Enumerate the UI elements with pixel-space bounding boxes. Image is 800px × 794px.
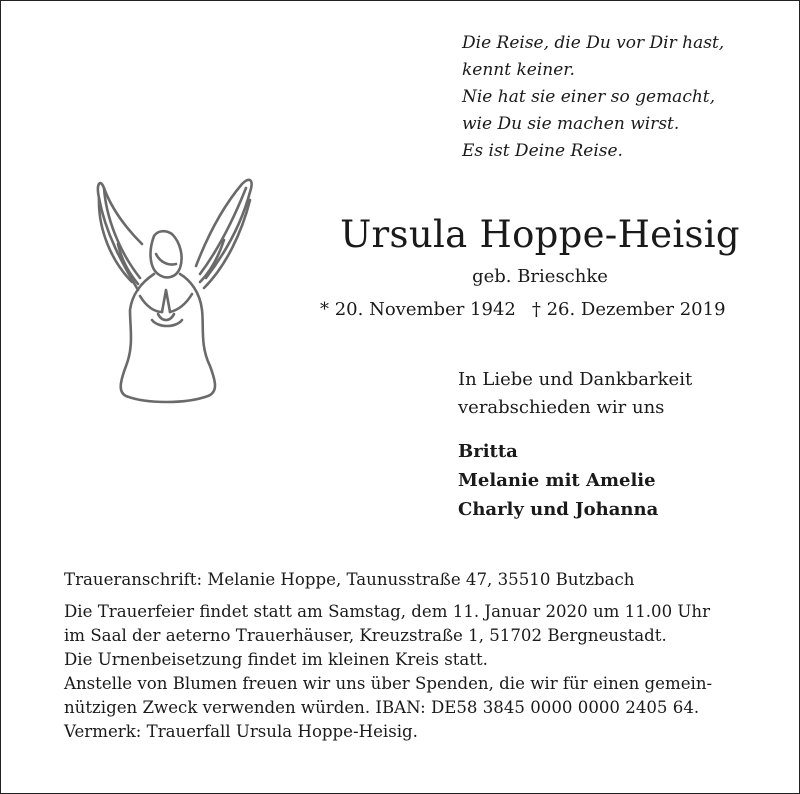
farewell-line: verabschieden wir uns <box>458 397 665 418</box>
info-line: Die Trauerfeier findet statt am Samstag, dem 11. Januar 2020 um 11.00 Uhr <box>64 602 711 621</box>
maiden-name: geb. Brieschke <box>472 266 608 287</box>
poem-line: kennt keiner. <box>462 60 575 80</box>
mourning-address: Traueranschrift: Melanie Hoppe, Taunusstraße 47, 35510 Butzbach <box>64 570 635 589</box>
info-line: Vermerk: Trauerfall Ursula Hoppe-Heisig. <box>64 722 418 741</box>
poem-line: Die Reise, die Du vor Dir hast, <box>462 33 725 53</box>
farewell-line: In Liebe und Dankbarkeit <box>458 369 693 390</box>
family-name: Charly und Johanna <box>458 499 659 520</box>
poem-line: Nie hat sie einer so gemacht, <box>462 87 716 107</box>
death-date: † 26. Dezember 2019 <box>531 299 726 320</box>
life-dates <box>320 299 726 320</box>
poem <box>462 30 724 165</box>
farewell-text <box>458 366 692 422</box>
birth-date: * 20. November 1942 <box>320 299 516 320</box>
poem-line: Es ist Deine Reise. <box>462 141 623 161</box>
deceased-name: Ursula Hoppe-Heisig <box>340 213 740 256</box>
info-line: im Saal der aeterno Trauerhäuser, Kreuzstraße 1, 51702 Bergneustadt. <box>64 626 667 645</box>
family-names <box>458 437 658 524</box>
family-name: Britta <box>458 441 518 462</box>
funeral-info <box>64 568 712 744</box>
info-line: nützigen Zweck verwenden würden. IBAN: DE58 3845 0000 0000 2405 64. <box>64 698 700 717</box>
poem-line: wie Du sie machen wirst. <box>462 114 680 134</box>
family-name: Melanie mit Amelie <box>458 470 656 491</box>
info-line: Anstelle von Blumen freuen wir uns über Spenden, die wir für einen gemein- <box>64 674 713 693</box>
praying-angel-icon <box>96 170 256 405</box>
info-line: Die Urnenbeisetzung findet im kleinen Kreis statt. <box>64 650 488 669</box>
